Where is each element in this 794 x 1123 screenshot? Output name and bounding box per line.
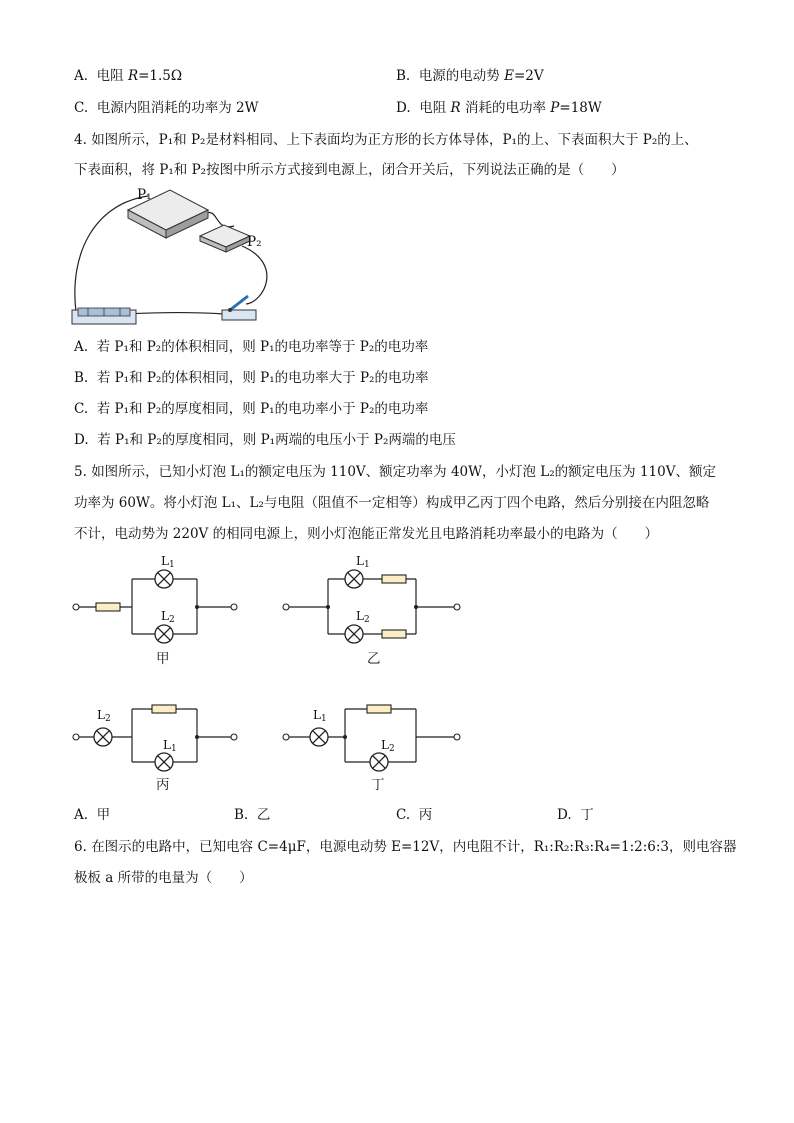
q4-circuit-figure <box>64 184 274 330</box>
q4-stem-line1: 4. 如图所示，P₁和 P₂是材料相同、上下表面均为正方形的长方体导体，P₁的上、下表面积大于 P₂的上、 <box>74 132 698 148</box>
q4-option-b: B. 若 P₁和 P₂的体积相同，则 P₁的电功率大于 P₂的电功率 <box>74 370 429 386</box>
bing-lamp-l2-label: $L_2$ <box>97 708 111 724</box>
q4-option-d: D. 若 P₁和 P₂的厚度相同，则 P₁两端的电压小于 P₂两端的电压 <box>74 432 456 448</box>
q5-stem-line2: 功率为 60W。将小灯泡 L₁、L₂与电阻（阻值不一定相等）构成甲乙丙丁四个电路，然后分别接在内阻忽略 <box>74 495 710 511</box>
circuit-bing-caption: 丙 <box>156 777 170 793</box>
q3-option-b: B. 电源的电动势 E=2V <box>396 68 544 84</box>
q5-option-d: D. 丁 <box>557 807 594 823</box>
circuit-ding-caption: 丁 <box>371 777 385 793</box>
q5-stem-line3: 不计，电动势为 220V 的相同电源上，则小灯泡能正常发光且电路消耗功率最小的电路为（ ） <box>74 526 659 542</box>
q5-option-b: B. 乙 <box>234 807 271 823</box>
jia-lamp-l1-label: $L_1$ <box>161 554 175 570</box>
q6-stem-line1: 6. 在图示的电路中，已知电容 C=4μF，电源电动势 E=12V，内电阻不计，R₁:R₂:R₃:R₄=1:2:6:3，则电容器 <box>74 839 737 855</box>
q4-label-p1: P₁ <box>137 187 152 203</box>
ding-lamp-l1-label: $L_1$ <box>313 708 327 724</box>
q6-stem-line2: 极板 a 所带的电量为（ ） <box>74 870 253 886</box>
q5-circuits-figure <box>66 548 466 798</box>
q3-option-d: D. 电阻 R 消耗的电功率 P=18W <box>396 100 602 116</box>
q5-option-a: A. 甲 <box>74 807 111 823</box>
circuit-yi-caption: 乙 <box>367 651 381 667</box>
q3-option-c: C. 电源内阻消耗的功率为 2W <box>74 100 259 116</box>
jia-lamp-l2-label: $L_2$ <box>161 609 175 625</box>
ding-lamp-l2-label: $L_2$ <box>381 738 395 754</box>
circuit-jia-caption: 甲 <box>156 651 170 667</box>
bing-lamp-l1-label: $L_1$ <box>163 738 177 754</box>
q3-option-a: A. 电阻 R=1.5Ω <box>74 68 183 84</box>
yi-lamp-l2-label: $L_2$ <box>356 609 370 625</box>
q4-option-c: C. 若 P₁和 P₂的厚度相同，则 P₁的电功率小于 P₂的电功率 <box>74 401 429 417</box>
q4-option-a: A. 若 P₁和 P₂的体积相同，则 P₁的电功率等于 P₂的电功率 <box>74 339 429 355</box>
q4-stem-line2: 下表面积，将 P₁和 P₂按图中所示方式接到电源上，闭合开关后，下列说法正确的是（ ） <box>74 162 625 178</box>
q5-stem-line1: 5. 如图所示，已知小灯泡 L₁的额定电压为 110V、额定功率为 40W，小灯泡 L₂的额定电压为 110V、额定 <box>74 464 716 480</box>
q4-label-p2: P₂ <box>247 234 262 250</box>
q5-option-c: C. 丙 <box>396 807 433 823</box>
yi-lamp-l1-label: $L_1$ <box>356 554 370 570</box>
